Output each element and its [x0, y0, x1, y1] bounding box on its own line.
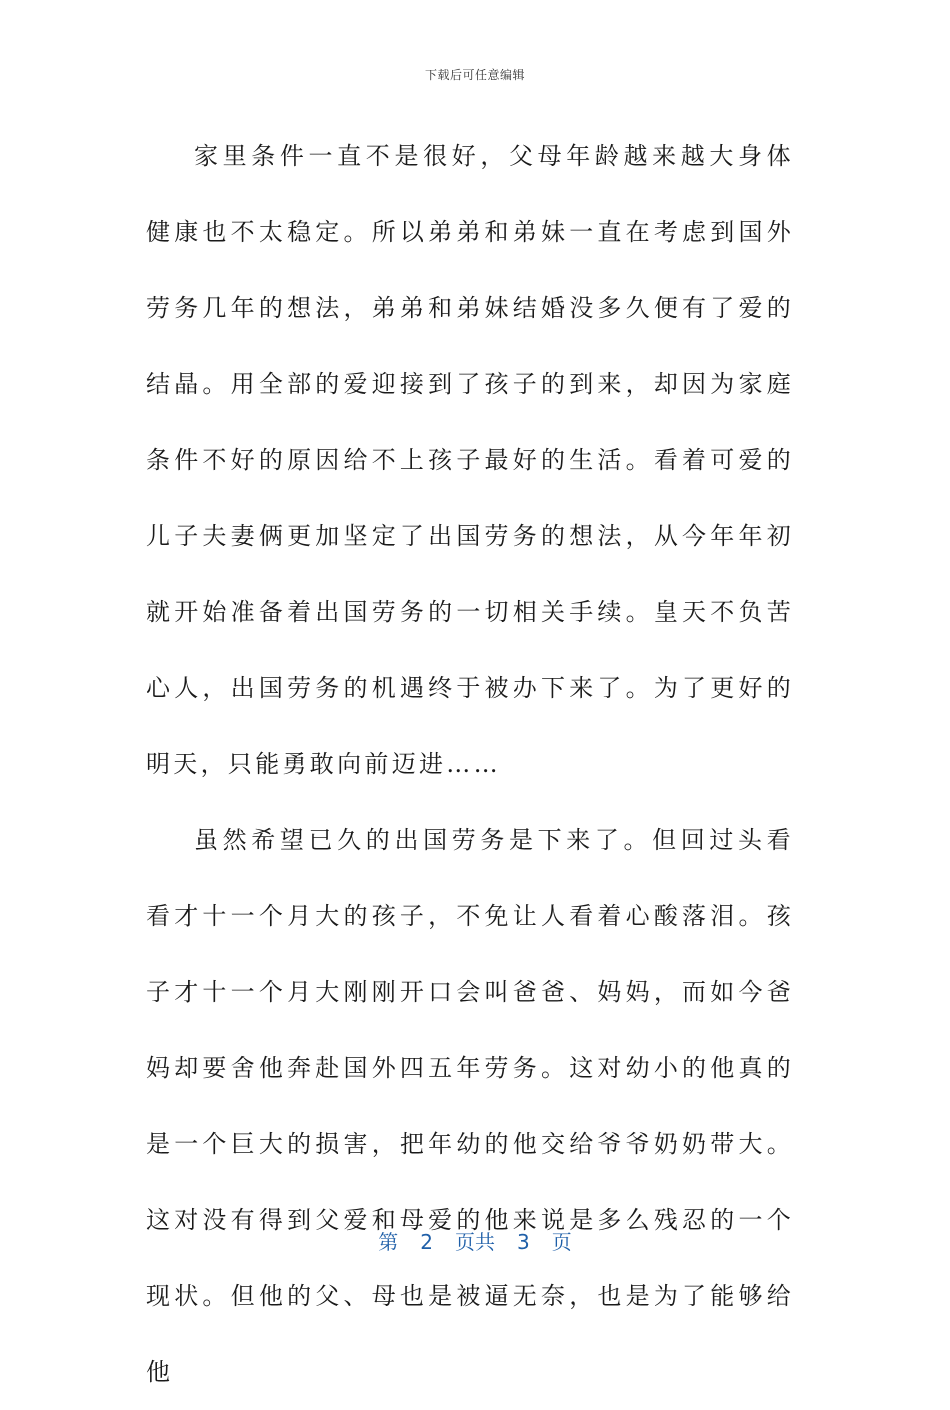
total-page-number: 3: [517, 1230, 530, 1254]
paragraph-2: 虽然希望已久的出国劳务是下来了。但回过头看看才十一个月大的孩子，不免让人看着心酸落泪。孩子才十一个月大刚刚开口会叫爸爸、妈妈，而如今爸妈却要舍他奔赴国外四五年劳务。这对幼小的他真的是一个巨大的损害，把年幼的他交给爷爷奶奶带大。这对没有得到父爱和母爱的他来说是多么残忍的一个现状。但他的父、母也是被逼无奈，也是为了能够给他: [146, 826, 794, 1386]
page-header: 下载后可任意编辑: [424, 68, 525, 82]
paragraph-1: 家里条件一直不是很好，父母年龄越来越大身体健康也不太稳定。所以弟弟和弟妹一直在考虑到国外劳务几年的想法，弟弟和弟妹结婚没多久便有了爱的结晶。用全部的爱迎接到了孩子的到来，却因为家庭条件不好的原因给不上孩子最好的生活。看着可爱的儿子夫妻俩更加坚定了出国劳务的想法，从今年年初就开始准备着出国劳务的一切相关手续。皇天不负苦心人，出国劳务的机遇终于被办下来了。为了更好的明天，只能勇敢向前迈进……: [146, 142, 794, 778]
footer-label-total: 页共: [455, 1230, 495, 1254]
page-footer: [0, 1226, 950, 1255]
footer-label-page: 第: [378, 1230, 399, 1254]
footer-label-end: 页: [551, 1230, 572, 1254]
current-page-number: 2: [420, 1230, 433, 1254]
document-body: [146, 118, 794, 1410]
